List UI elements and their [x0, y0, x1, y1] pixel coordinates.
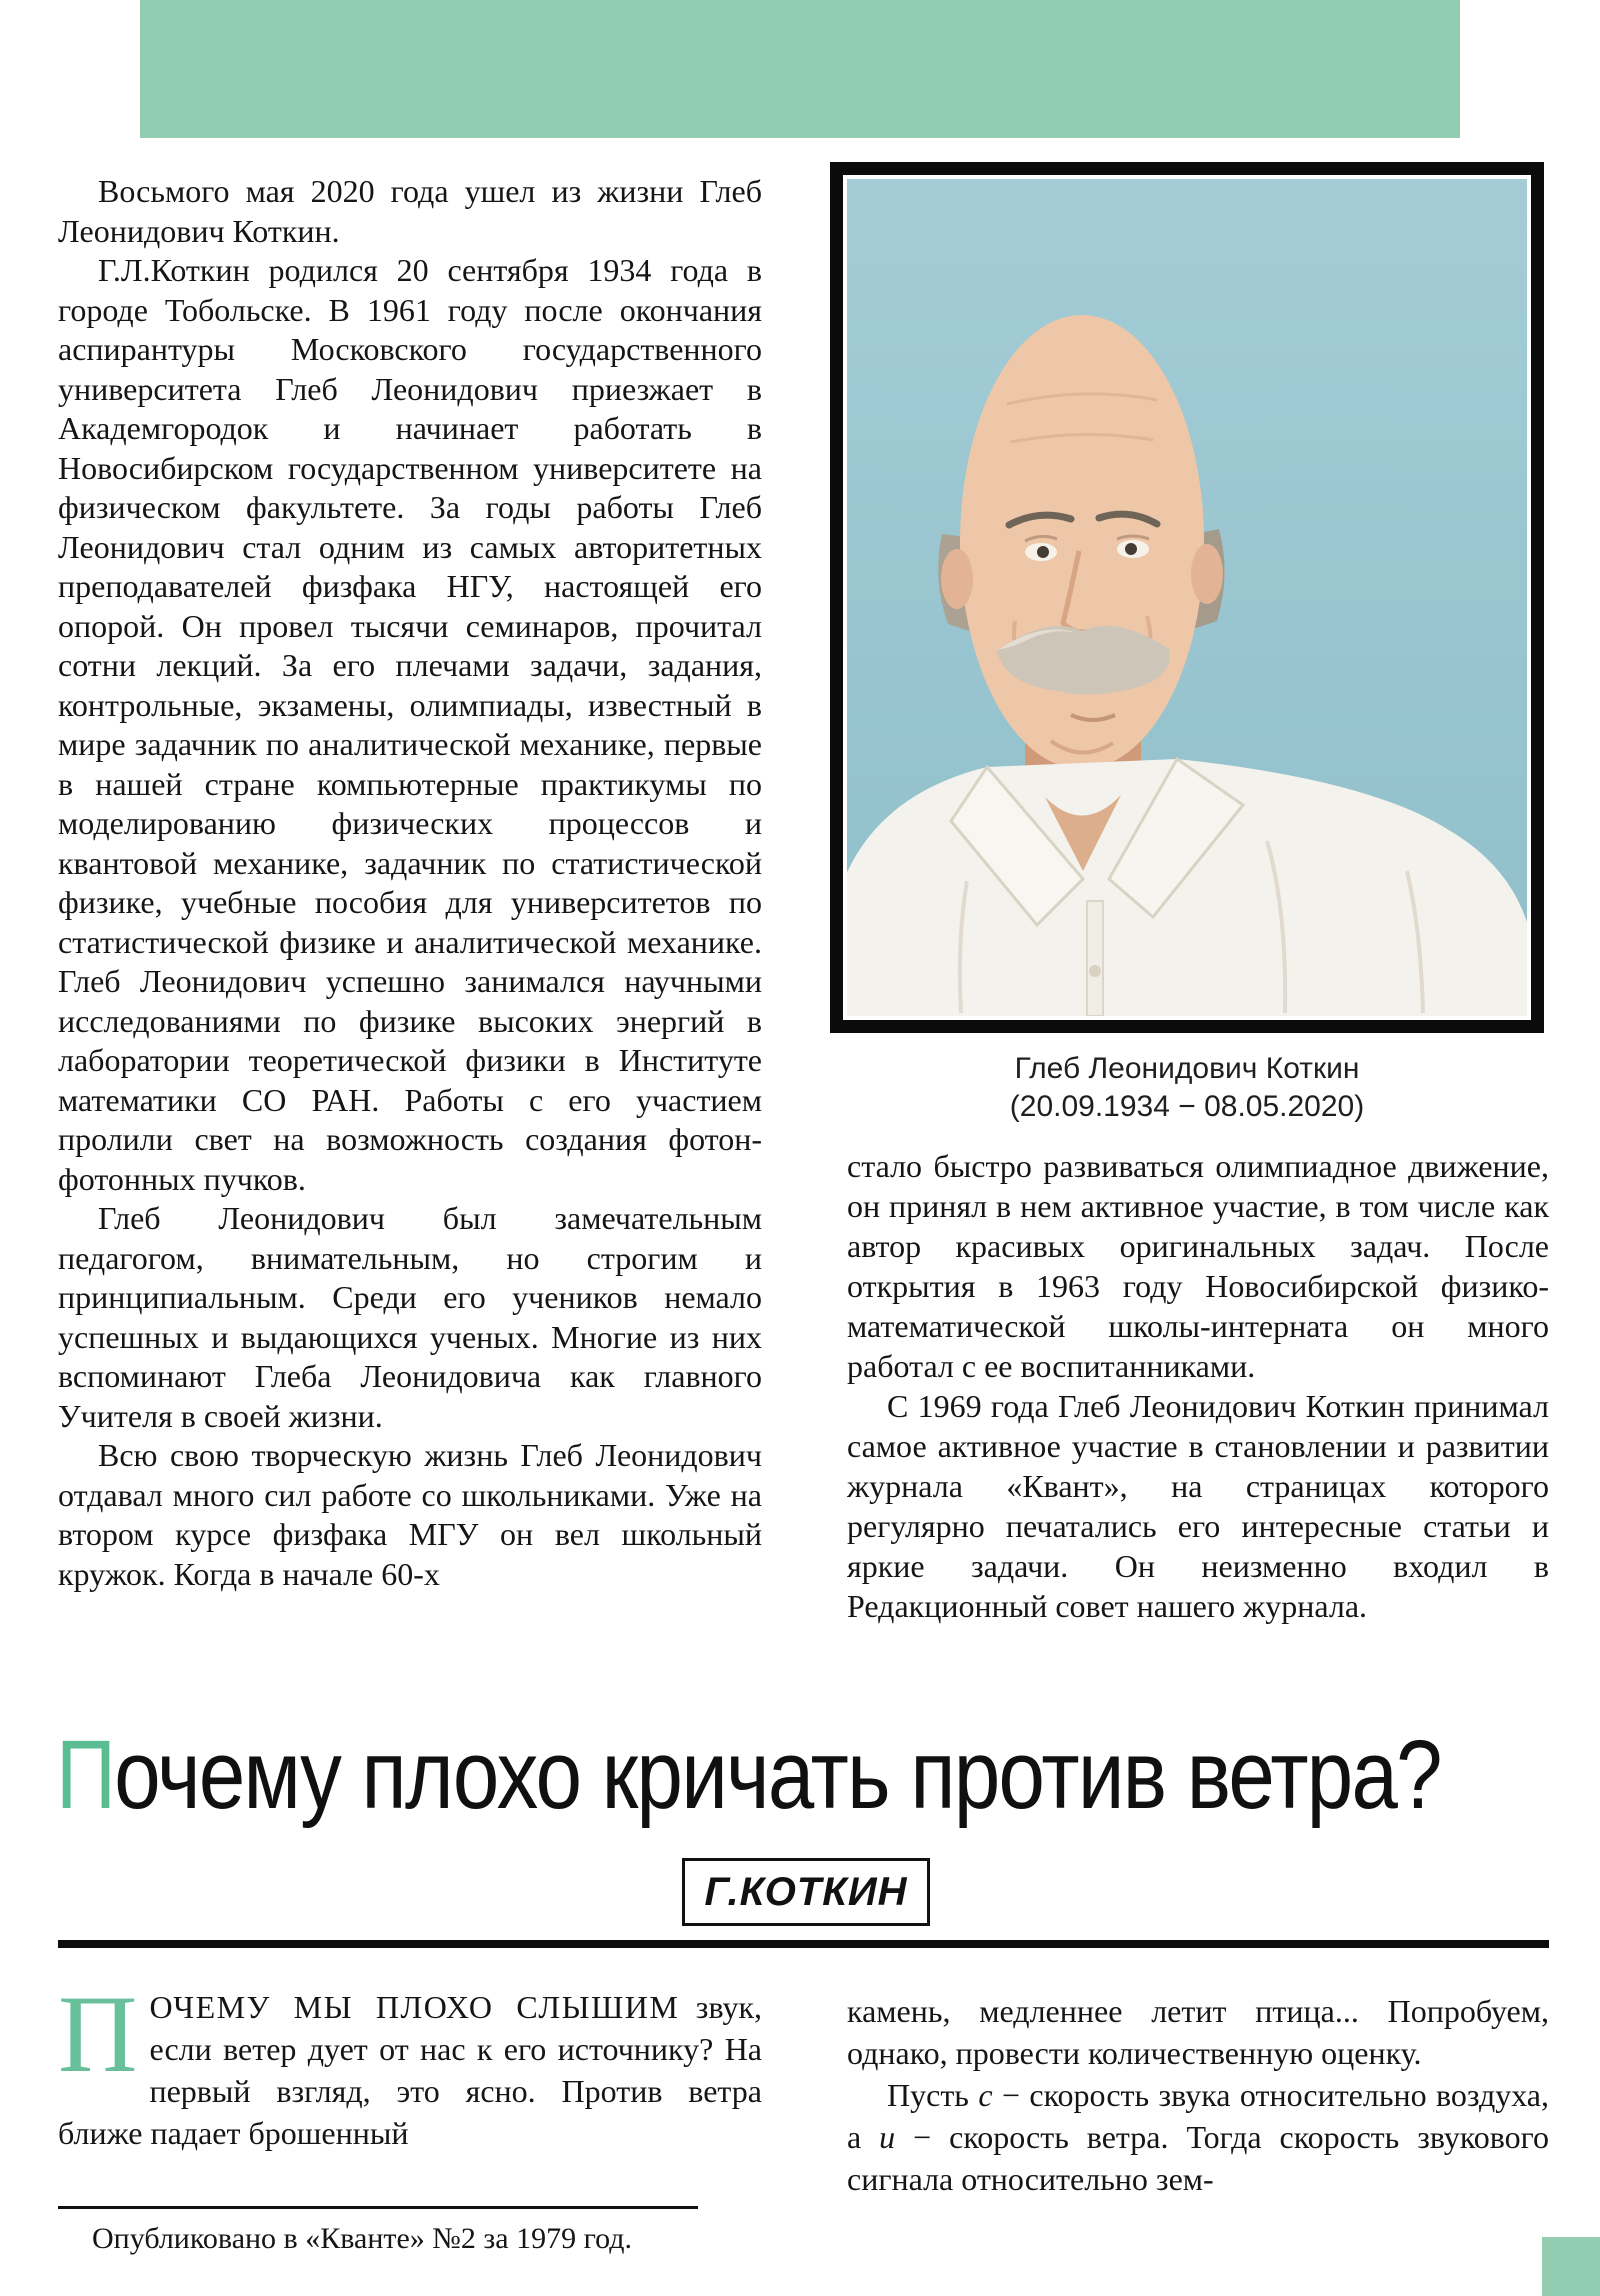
corner-accent-square	[1542, 2237, 1600, 2296]
obituary-paragraph: С 1969 года Глеб Леонидович Коткин принимал самое активное участие в становлении и развитии журнала «Квант», на страницах которого регулярно печатались его интересные статьи и яркие задачи. Он неизменно входил в Редакционный совет нашего журнала.	[847, 1388, 1549, 1624]
article-paragraph	[847, 2074, 1549, 2200]
title-text: очему плохо кричать против ветра?	[114, 1720, 1441, 1829]
variable-c: c	[978, 2077, 993, 2113]
section-divider-rule	[58, 1940, 1549, 1948]
footnote: Опубликовано в «Кванте» №2 за 1979 год.	[92, 2222, 633, 2255]
obituary-paragraph: Глеб Леонидович был замечательным педагогом, внимательным, но строгим и принципиальным. Среди его учеников немало успешных и выдающихся ученых. Многие из них вспоминают Глеба Леонидовича как главного Учителя в своей жизни.	[58, 1200, 762, 1434]
obituary-paragraph: стало быстро развиваться олимпиадное движение, он принял в нем активное участие, в том числе как автор красивых оригинальных задач. После открытия в 1963 году Новосибирской физико-математической школы-интерната он много работал с ее воспитанниками.	[847, 1148, 1549, 1384]
paragraph-text: Пусть	[887, 2077, 979, 2113]
article-title	[56, 1720, 1441, 1829]
header-accent-band	[140, 0, 1460, 138]
dropcap-letter: П	[58, 1973, 138, 2095]
author-box	[682, 1858, 930, 1926]
title-initial-letter: П	[56, 1720, 115, 1829]
article-paragraph: камень, медленнее летит птица... Попробуем, однако, провести количественную оценку.	[847, 1993, 1549, 2071]
obituary-paragraph: Всю свою творческую жизнь Глеб Леонидович отдавал много сил работе со школьниками. Уже на втором курсе физфака МГУ он вел школьный кружок. Когда в начале 60-х	[58, 1437, 762, 1592]
paragraph-text: звук, если ветер дует от нас к его источнику? На первый взгляд, это ясно. Против ветра ближе падает брошенный	[58, 1989, 763, 2151]
photo-caption-name: Глеб Леонидович Коткин	[1014, 1052, 1360, 1085]
article-paragraph	[58, 1973, 763, 2154]
photo-caption-dates: (20.09.1934 − 08.05.2020)	[1009, 1090, 1365, 1123]
obituary-right-column	[847, 1146, 1549, 1626]
portrait-photo	[830, 162, 1544, 1033]
author-name: Г.КОТКИН	[704, 1869, 908, 1914]
article-left-column	[58, 1973, 763, 2154]
photo-caption	[830, 1050, 1544, 1126]
obituary-left-column	[58, 172, 762, 1594]
lead-in-caps: ОЧЕМУ МЫ ПЛОХО СЛЫШИМ	[149, 1989, 680, 2025]
portrait-illustration	[847, 179, 1527, 1016]
article-right-column	[847, 1990, 1549, 2200]
variable-u: u	[879, 2119, 896, 2155]
obituary-paragraph: Восьмого мая 2020 года ушел из жизни Глеб Леонидович Коткин.	[58, 173, 762, 249]
obituary-paragraph: Г.Л.Коткин родился 20 сентября 1934 года в городе Тобольске. В 1961 году после окончания аспирантуры Московского государственного университета Глеб Леонидович приезжает в Академгородок и начинает работать в Новосибирском государственном университете на физическом факультете. За годы работы Глеб Леонидович стал одним из самых авторитетных преподавателей физфака НГУ, настоящей его опорой. Он провел тысячи семинаров, прочитал сотни лекций. За его плечами задачи, задания, контрольные, экзамены, олимпиады, известный в мире задачник по аналитической механике, первые в нашей стране компьютерные практикумы по моделированию физических процессов и квантовой механике, задачник по статистической физике, учебные пособия для университетов по статистической физике и аналитической механике. Глеб Леонидович успешно занимался научными исследованиями по физике высоких энергий в лаборатории теоретической физики в Институте математики СО РАН. Работы с его участием пролили свет на возможность создания фотон-фотонных пучков.	[58, 252, 762, 1197]
paragraph-text: − скорость звука относительно воздуха, а	[847, 2077, 1549, 2155]
footnote-rule	[58, 2206, 698, 2209]
paragraph-text: − скорость ветра. Тогда скорость звукового сигнала относительно зем-	[847, 2119, 1550, 2197]
